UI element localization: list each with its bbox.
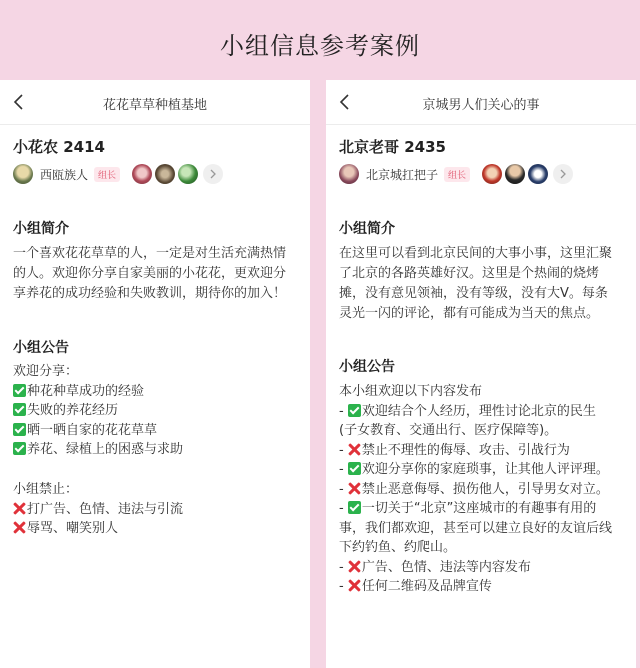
- list-item: [13, 500, 305, 520]
- check-mark-icon: [348, 501, 361, 514]
- notice-text: 欢迎结合个人经历，理性讨论北京的民生: [361, 403, 596, 419]
- ban-list: [13, 480, 305, 539]
- list-item: [13, 421, 305, 441]
- intro-text: [13, 244, 301, 304]
- list-item: [13, 440, 305, 460]
- list-item: [13, 382, 305, 402]
- chevron-right-icon: [209, 169, 217, 179]
- group-name: 小花农 2414: [13, 138, 105, 156]
- notice-list: [339, 382, 631, 597]
- check-mark-icon: [13, 423, 26, 436]
- notice-text: 禁止恶意侮辱、损伤他人，引导男女对立。: [361, 481, 609, 497]
- notice-text: 事，我们都欢迎，甚至可以建立良好的友谊后线: [339, 520, 613, 536]
- member-avatar[interactable]: [155, 164, 175, 184]
- more-members-button[interactable]: [553, 164, 573, 184]
- notice-text: 禁止不理性的侮辱、攻击、引战行为: [361, 442, 570, 458]
- notice-bullet: -: [339, 462, 348, 477]
- back-icon[interactable]: [338, 93, 354, 111]
- intro-text: [339, 244, 627, 324]
- owner-row: [13, 162, 223, 186]
- notice-line: [339, 441, 631, 461]
- cross-mark-icon: [348, 482, 361, 495]
- left-group-panel: [0, 80, 310, 668]
- intro-line: 享养花的成功经验和失败教训，期待你的加入！: [13, 286, 287, 301]
- welcome-heading: 欢迎分享：: [13, 364, 79, 379]
- notice-line: [339, 558, 631, 578]
- list-item-text: 晒一晒自家的花花草草: [27, 422, 158, 438]
- right-nav-bar: [326, 80, 636, 125]
- list-item-text: 养花、绿植上的困惑与求助: [27, 442, 184, 457]
- owner-badge: 组长: [94, 167, 120, 182]
- chevron-right-icon: [559, 169, 567, 179]
- notice-line: [339, 460, 631, 480]
- notice-bullet: -: [339, 559, 348, 575]
- list-item-text: 打广告、色情、违法与引流: [27, 501, 184, 517]
- notice-text: 广告、色情、违法等内容发布: [361, 559, 531, 575]
- list-item-text: 种花种草成功的经验: [27, 383, 145, 399]
- notice-line: [339, 382, 631, 402]
- owner-avatar[interactable]: [13, 164, 33, 184]
- notice-bullet: -: [339, 442, 348, 458]
- notice-line: [339, 480, 631, 500]
- list-item-text: 失败的养花经历: [27, 403, 119, 418]
- check-mark-icon: [13, 384, 26, 397]
- intro-title: 小组简介: [339, 221, 395, 237]
- member-avatars[interactable]: [132, 164, 223, 184]
- owner-avatar[interactable]: [339, 164, 359, 184]
- member-avatar[interactable]: [528, 164, 548, 184]
- intro-title: 小组简介: [13, 221, 69, 237]
- notice-text: 本小组欢迎以下内容发布: [339, 384, 483, 399]
- cross-mark-icon: [13, 521, 26, 534]
- owner-badge: 组长: [444, 167, 470, 182]
- owner-name[interactable]: 西瓯族人: [40, 167, 89, 182]
- check-mark-icon: [13, 442, 26, 455]
- owner-name[interactable]: 北京城扛把子: [366, 167, 439, 182]
- cross-mark-icon: [348, 579, 361, 592]
- more-members-button[interactable]: [203, 164, 223, 184]
- notice-bullet: -: [339, 501, 348, 516]
- back-icon[interactable]: [12, 93, 28, 111]
- intro-line: 灵光一闪的评论，都有可能成为当天的焦点。: [339, 306, 600, 321]
- list-item: [13, 401, 305, 421]
- notice-title: 小组公告: [13, 340, 69, 356]
- cross-mark-icon: [348, 560, 361, 573]
- welcome-list: [13, 362, 305, 460]
- nav-title: 京城男人们关心的事: [422, 98, 540, 113]
- member-avatar[interactable]: [132, 164, 152, 184]
- member-avatars[interactable]: [482, 164, 573, 184]
- notice-title: 小组公告: [339, 359, 395, 375]
- owner-row: [339, 162, 573, 186]
- ban-heading: 小组禁止：: [13, 482, 79, 497]
- left-nav-bar: [0, 80, 310, 125]
- member-avatar[interactable]: [505, 164, 525, 184]
- notice-text: 一切关于“北京”这座城市的有趣事有用的: [361, 501, 597, 516]
- notice-text: 任何二维码及品牌宣传: [361, 579, 492, 594]
- list-item-text: 辱骂、嘲笑别人: [27, 521, 119, 536]
- banner-title: 小组信息参考案例: [220, 32, 420, 60]
- notice-bullet: -: [339, 403, 348, 419]
- intro-line: 的人。欢迎你分享自家美丽的小花花，更欢迎分: [13, 266, 287, 281]
- group-name: 北京老哥 2435: [339, 138, 446, 156]
- notice-line: [339, 499, 631, 519]
- check-mark-icon: [348, 404, 361, 417]
- nav-title: 花花草草种植基地: [102, 98, 207, 113]
- check-mark-icon: [348, 462, 361, 475]
- intro-line: 摊，没有意见领袖，没有等级，没有大V。每条: [339, 286, 608, 301]
- intro-line: 一个喜欢花花草草的人，一定是对生活充满热情: [13, 246, 287, 261]
- notice-line: [339, 538, 631, 558]
- right-group-panel: [326, 80, 636, 668]
- notice-line: [339, 421, 631, 441]
- member-avatar[interactable]: [482, 164, 502, 184]
- notice-text: 下约钓鱼、约爬山。: [339, 540, 457, 555]
- notice-bullet: -: [339, 579, 348, 594]
- member-avatar[interactable]: [178, 164, 198, 184]
- intro-line: 在这里可以看到北京民间的大事小事，这里汇聚: [339, 246, 613, 261]
- list-item: [13, 519, 305, 539]
- check-mark-icon: [13, 403, 26, 416]
- notice-line: [339, 519, 631, 539]
- cross-mark-icon: [13, 502, 26, 515]
- cross-mark-icon: [348, 443, 361, 456]
- intro-line: 了北京的各路英雄好汉。这里是个热闹的烧烤: [339, 266, 600, 281]
- notice-line: [339, 577, 631, 597]
- notice-line: [339, 402, 631, 422]
- notice-text: (子女教育、交通出行、医疗保障等)。: [339, 423, 558, 438]
- notice-text: 欢迎分享你的家庭琐事，让其他人评评理。: [361, 462, 609, 477]
- notice-bullet: -: [339, 481, 348, 497]
